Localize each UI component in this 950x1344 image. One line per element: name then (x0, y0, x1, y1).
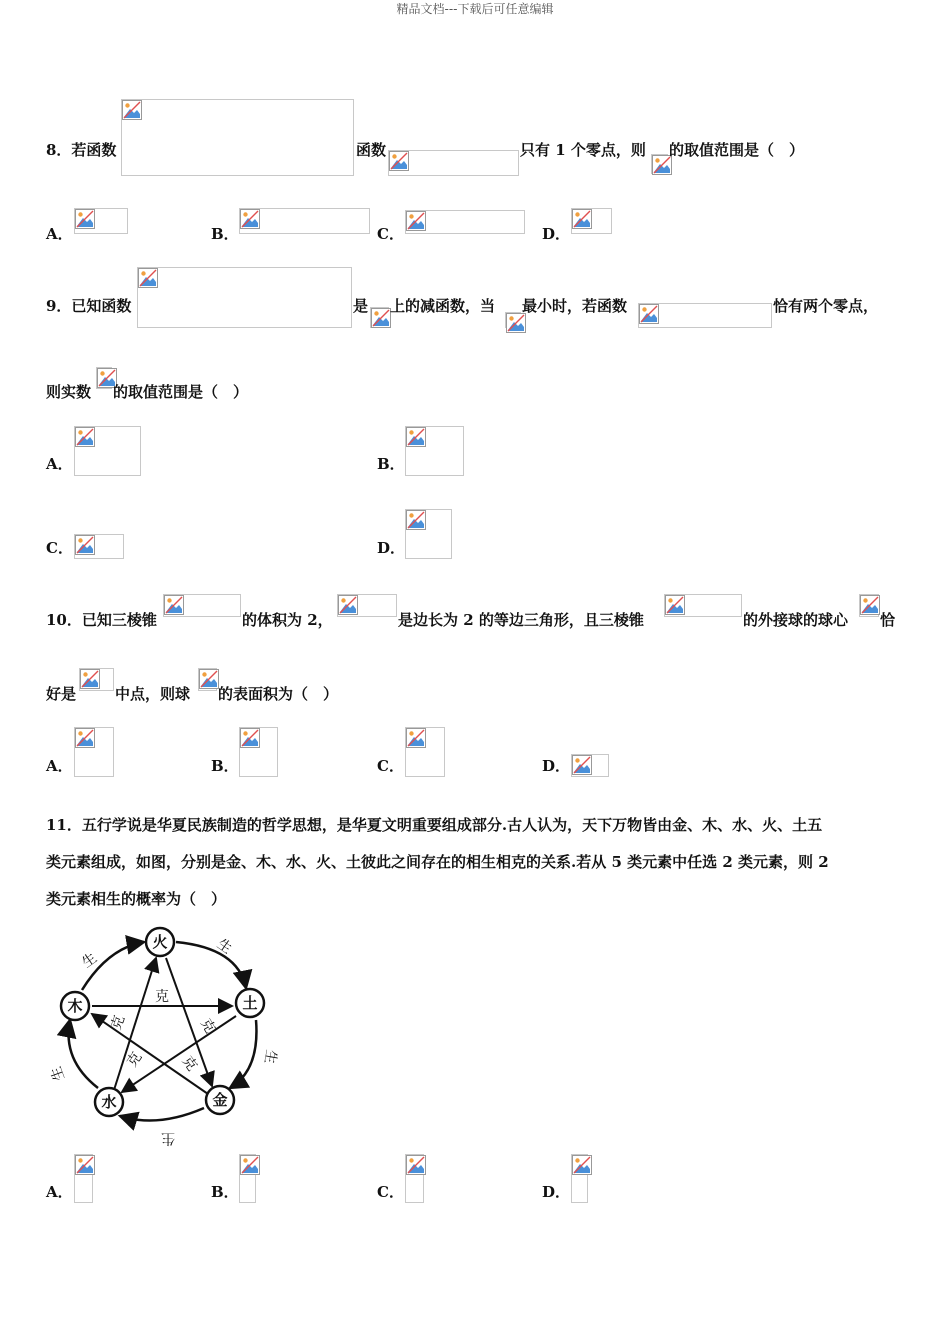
answer-image (571, 754, 609, 777)
label-sheng: 生 (79, 950, 101, 972)
broken-image-icon (572, 755, 592, 775)
formula-image (505, 312, 521, 328)
broken-image-icon (406, 1155, 426, 1175)
answer-image (405, 1154, 424, 1203)
broken-image-icon (199, 669, 219, 689)
formula-image (121, 99, 354, 176)
arc-metal-water (120, 1108, 204, 1121)
broken-image-icon (406, 510, 426, 530)
q8-option-a-label: A． (46, 225, 73, 243)
label-sheng: 生 (161, 1130, 175, 1146)
formula-image (163, 594, 241, 617)
line-earth-water (122, 1016, 236, 1092)
broken-image-icon (406, 427, 426, 447)
answer-image (74, 534, 124, 559)
node-wood: 木 (67, 997, 83, 1015)
broken-image-icon (122, 100, 142, 120)
broken-image-icon (75, 427, 95, 447)
q10-text-6: 好是 (46, 685, 77, 703)
arc-earth-metal (230, 1020, 256, 1088)
q9-text-4: 最小时，若函数 (522, 297, 628, 315)
answer-image (571, 1154, 588, 1203)
answer-image (239, 1154, 256, 1203)
q9-option-c-label: C． (46, 539, 73, 557)
answer-image (74, 208, 128, 234)
q10-text-7: 中点，则球 (115, 685, 191, 703)
broken-image-icon (240, 209, 260, 229)
broken-image-icon (75, 209, 95, 229)
q11-option-b-label: B． (211, 1183, 239, 1201)
wuxing-svg (48, 920, 288, 1150)
q9-option-d-label: D． (377, 539, 406, 557)
q9-option-a-label: A． (46, 455, 73, 473)
formula-image (198, 668, 217, 691)
q11-option-a-label: A． (46, 1183, 73, 1201)
answer-image (74, 426, 141, 476)
wuxing-diagram (48, 920, 288, 1150)
formula-image (96, 367, 112, 389)
formula-image (337, 594, 397, 617)
formula-image (388, 150, 519, 176)
q9-text-3: 上的减函数，当 (390, 297, 496, 315)
q10-text-8: 的表面积为（ ） (218, 685, 339, 703)
broken-image-icon (338, 595, 358, 615)
answer-image (571, 208, 612, 234)
q11-option-c-label: C． (377, 1183, 404, 1201)
q10-option-a-label: A． (46, 757, 73, 775)
answer-image (405, 210, 525, 234)
q9-text-7: 的取值范围是（ ） (113, 383, 249, 401)
label-ke: 克 (108, 1013, 129, 1032)
broken-image-icon (389, 151, 409, 171)
node-earth: 土 (242, 994, 258, 1012)
formula-image (137, 267, 352, 328)
broken-image-icon (665, 595, 685, 615)
broken-image-icon (80, 669, 100, 689)
formula-image (651, 154, 668, 174)
q10-option-b-label: B． (211, 757, 239, 775)
q11-option-d-label: D． (542, 1183, 571, 1201)
q11-text-1: 11．五行学说是华夏民族制造的哲学思想，是华夏文明重要组成部分.古人认为，天下万物皆由金、木、水、火、土五 (46, 816, 823, 834)
answer-image (239, 727, 278, 777)
label-ke: 克 (197, 1015, 218, 1037)
q10-text-3: 是边长为 2 的等边三角形，且三棱锥 (398, 611, 644, 629)
broken-image-icon (506, 313, 526, 333)
node-fire: 火 (152, 933, 168, 951)
answer-image (74, 1154, 93, 1203)
formula-image (664, 594, 742, 617)
q11-text-2: 类元素组成，如图，分别是金、木、水、火、土彼此之间存在的相生相克的关系.若从 5 类元素中任选 2 类元素，则 2 (46, 853, 829, 871)
q9-text-5: 恰有两个零点， (773, 297, 879, 315)
label-sheng: 生 (260, 1048, 280, 1065)
arc-water-wood (69, 1020, 98, 1088)
label-ke: 克 (178, 1053, 200, 1075)
answer-image (405, 509, 452, 559)
label-sheng: 生 (213, 936, 235, 958)
q10-option-c-label: C． (377, 757, 404, 775)
broken-image-icon (572, 1155, 592, 1175)
label-ke: 克 (124, 1049, 146, 1071)
broken-image-icon (406, 211, 426, 231)
broken-image-icon (639, 304, 659, 324)
broken-image-icon (240, 728, 260, 748)
broken-image-icon (75, 728, 95, 748)
formula-image (370, 307, 389, 328)
formula-image (79, 668, 114, 691)
q10-option-d-label: D． (542, 757, 571, 775)
q11-text-3: 类元素相生的概率为（ ） (46, 890, 227, 908)
q8-option-d-label: D． (542, 225, 571, 243)
formula-image (859, 594, 879, 617)
page-header: 精品文档---下载后可任意编辑 (396, 2, 554, 16)
q8-option-b-label: B． (211, 225, 239, 243)
answer-image (405, 727, 445, 777)
q8-text-1: 8．若函数 (46, 141, 117, 159)
label-ke: 克 (155, 989, 169, 1005)
q8-option-c-label: C． (377, 225, 404, 243)
broken-image-icon (371, 308, 391, 328)
broken-image-icon (75, 535, 95, 555)
q9-option-b-label: B． (377, 455, 405, 473)
answer-image (74, 727, 114, 777)
q10-text-1: 10．已知三棱锥 (46, 611, 157, 629)
broken-image-icon (406, 728, 426, 748)
answer-image (239, 208, 370, 234)
broken-image-icon (164, 595, 184, 615)
arc-fire-earth (176, 942, 246, 988)
answer-image (405, 426, 464, 476)
q9-text-1: 9．已知函数 (46, 297, 132, 315)
q10-text-2: 的体积为 2， (242, 611, 333, 629)
q8-text-3: 只有 1 个零点，则 (520, 141, 646, 159)
broken-image-icon (572, 209, 592, 229)
broken-image-icon (138, 268, 158, 288)
q8-text-4: 的取值范围是（ ） (669, 141, 805, 159)
broken-image-icon (860, 595, 880, 615)
q10-text-5: 恰 (880, 611, 896, 629)
formula-image (638, 303, 772, 328)
broken-image-icon (240, 1155, 260, 1175)
q8-text-2: 函数 (356, 141, 387, 159)
node-metal: 金 (212, 1091, 228, 1109)
node-water: 水 (101, 1093, 117, 1111)
q9-text-6: 则实数 (46, 383, 92, 401)
broken-image-icon (75, 1155, 95, 1175)
label-sheng: 生 (48, 1064, 69, 1083)
q9-text-2: 是 (353, 297, 369, 315)
q10-text-4: 的外接球的球心 (743, 611, 849, 629)
